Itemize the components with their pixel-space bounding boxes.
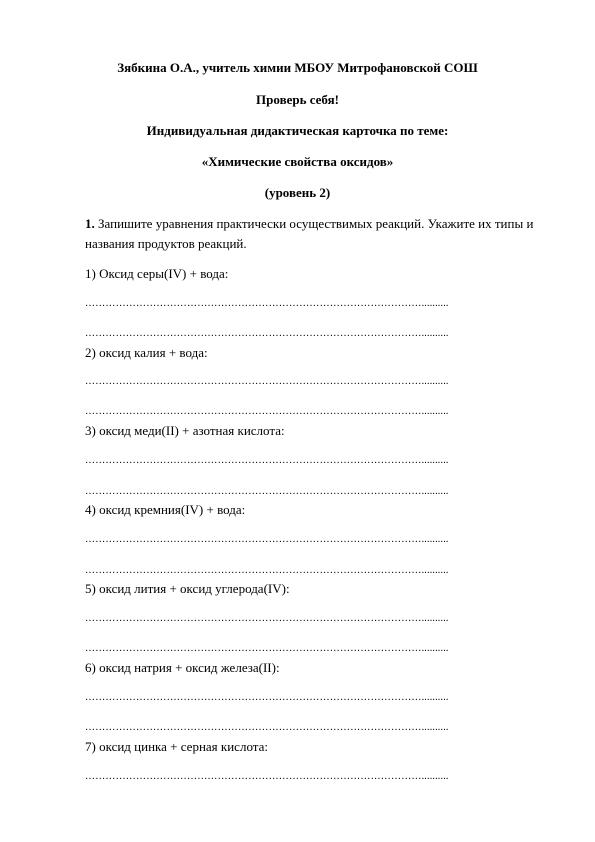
task-text: Запишите уравнения практически осуществимых реакций. Укажите их типы и названия продуктов реакций. bbox=[85, 216, 534, 251]
reaction-item-3: 3) оксид меди(II) + азотная кислота: bbox=[85, 423, 285, 438]
answer-line[interactable]: ……………………………………………………………………………………….......... bbox=[85, 376, 449, 387]
answer-line[interactable]: ……………………………………………………………………………………….......... bbox=[85, 406, 449, 417]
reaction-item-7: 7) оксид цинка + серная кислота: bbox=[85, 739, 268, 754]
task-instructions bbox=[85, 214, 555, 254]
answer-line[interactable]: ……………………………………………………………………………………….......... bbox=[85, 298, 449, 309]
level-label: (уровень 2) bbox=[264, 185, 331, 200]
check-heading: Проверь себя! bbox=[256, 92, 339, 107]
answer-line[interactable]: ……………………………………………………………………………………….......... bbox=[85, 486, 449, 497]
answer-line[interactable]: ……………………………………………………………………………………….......... bbox=[85, 565, 449, 576]
reaction-item-6: 6) оксид натрия + оксид железа(II): bbox=[85, 660, 280, 675]
answer-line[interactable]: ……………………………………………………………………………………….......... bbox=[85, 613, 449, 624]
answer-line[interactable]: ……………………………………………………………………………………….......... bbox=[85, 455, 449, 466]
answer-line[interactable]: ……………………………………………………………………………………….......... bbox=[85, 534, 449, 545]
answer-line[interactable]: ……………………………………………………………………………………….......... bbox=[85, 692, 449, 703]
reaction-item-2: 2) оксид калия + вода: bbox=[85, 345, 208, 360]
answer-line[interactable]: ……………………………………………………………………………………….......... bbox=[85, 722, 449, 733]
answer-line[interactable]: ……………………………………………………………………………………….......... bbox=[85, 771, 449, 782]
reaction-item-5: 5) оксид лития + оксид углерода(IV): bbox=[85, 581, 290, 596]
card-title: Индивидуальная дидактическая карточка по теме: bbox=[146, 123, 449, 138]
topic-title: «Химические свойства оксидов» bbox=[201, 154, 394, 169]
author-line: Зябкина О.А., учитель химии МБОУ Митрофановской СОШ bbox=[117, 60, 478, 75]
answer-line[interactable]: ……………………………………………………………………………………….......... bbox=[85, 328, 449, 339]
answer-line[interactable]: ……………………………………………………………………………………….......... bbox=[85, 643, 449, 654]
reaction-item-1: 1) Оксид серы(IV) + вода: bbox=[85, 266, 229, 281]
reaction-item-4: 4) оксид кремния(IV) + вода: bbox=[85, 502, 246, 517]
task-number: 1. bbox=[85, 216, 95, 231]
